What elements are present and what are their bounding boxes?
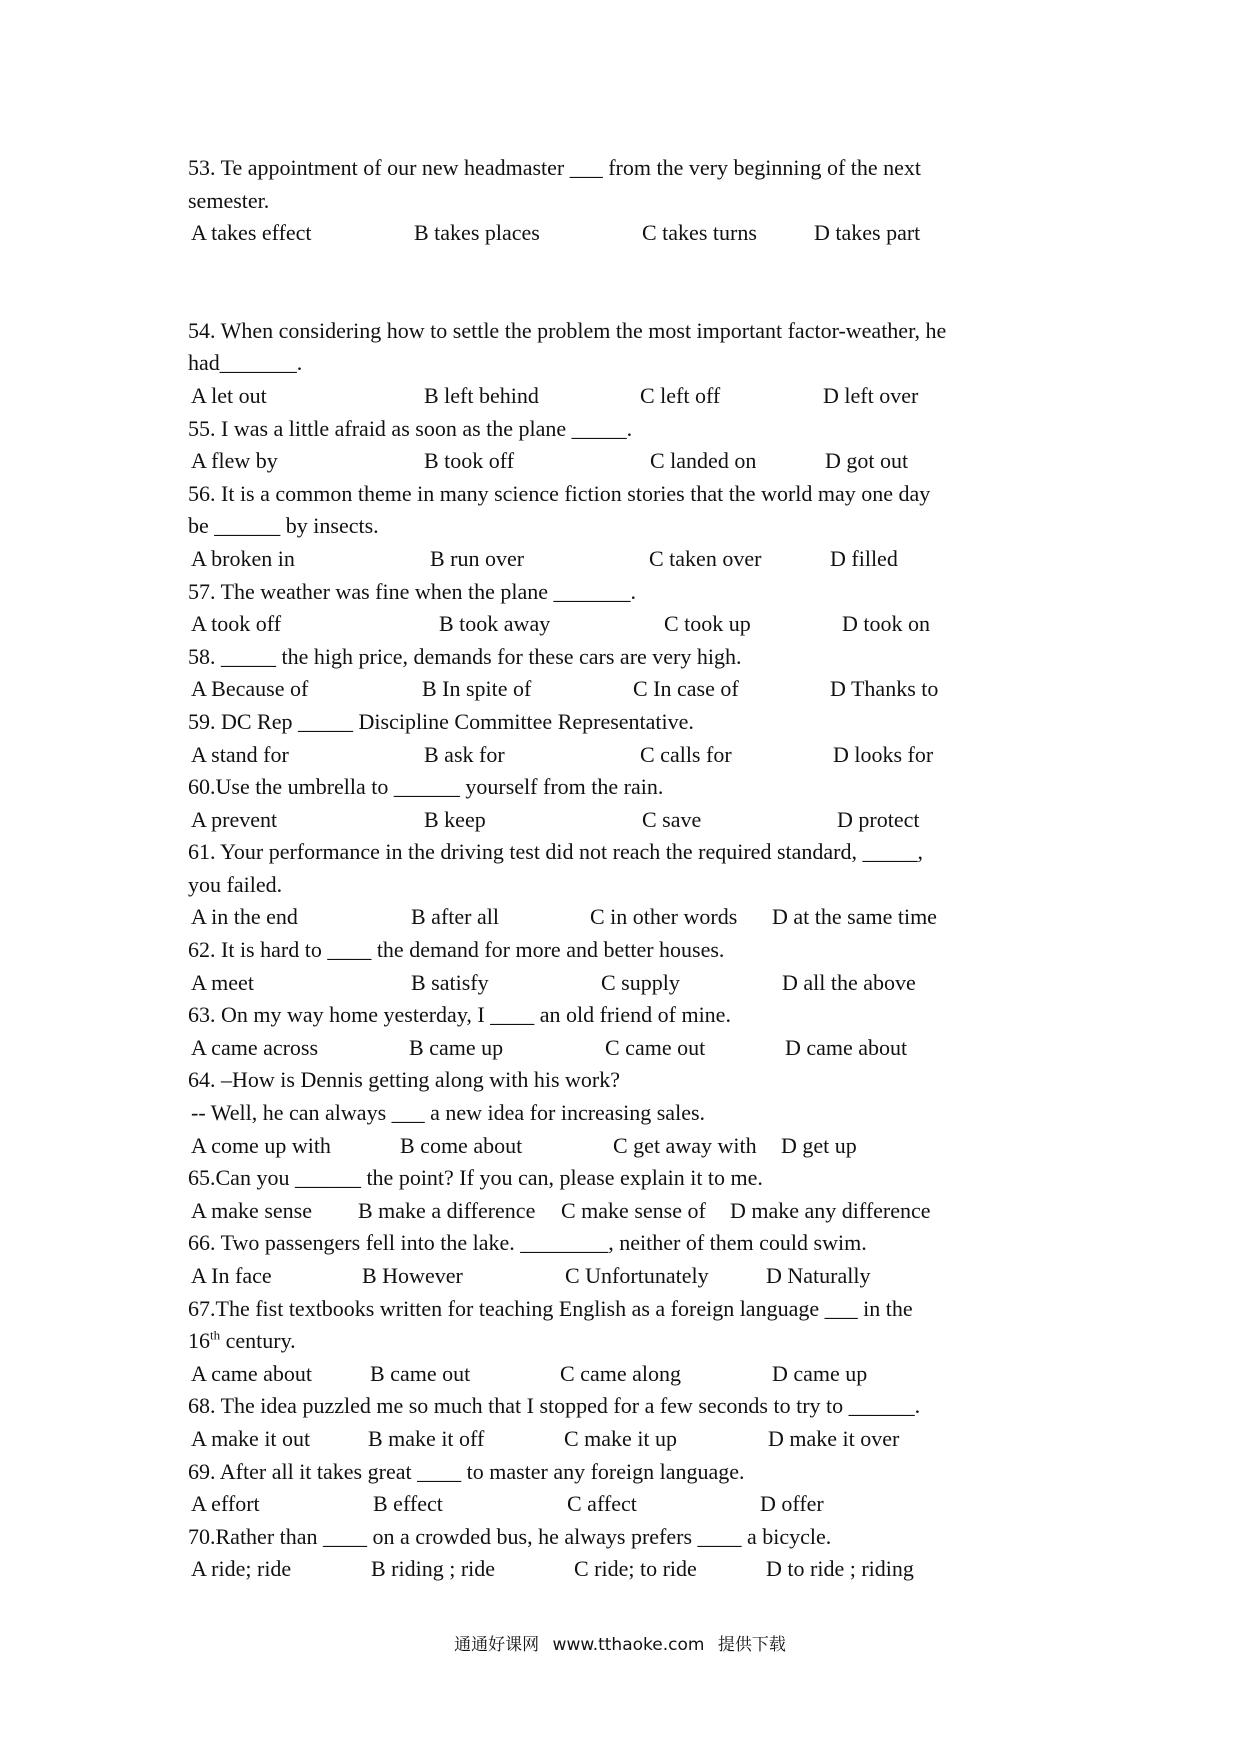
option-d: D at the same time <box>772 904 937 930</box>
option-d: D got out <box>825 448 909 474</box>
footer-note: 提供下载 <box>717 1635 786 1655</box>
question-62: 62. It is hard to ____ the demand for more and better houses. <box>188 937 725 963</box>
option-d: D filled <box>830 545 898 571</box>
question-58: 58. _____ the high price, demands for these cars are very high. <box>188 643 742 669</box>
footer-site-name: 通通好课网 <box>454 1635 540 1655</box>
option-c: C make sense of <box>561 1197 706 1223</box>
question-68: 68. The idea puzzled me so much that I stopped for a few seconds to try to ______. <box>188 1393 921 1419</box>
question-67-line2 <box>188 1325 1058 1358</box>
question-60-options <box>188 804 1058 837</box>
question-69-options <box>188 1488 1058 1521</box>
question-67-line1: 67.The fist textbooks written for teaching English as a foreign language ___ in the <box>188 1295 913 1321</box>
option-a: A In face <box>191 1263 272 1288</box>
page-footer <box>0 1630 1240 1655</box>
option-c: C make it up <box>564 1425 678 1451</box>
option-c: C left off <box>640 382 721 408</box>
option-a: A ride; ride <box>191 1556 292 1582</box>
question-61-options <box>188 901 1058 934</box>
question-61-line1: 61. Your performance in the driving test did not reach the required standard, _____, <box>188 839 923 865</box>
option-a: A took off <box>191 611 282 637</box>
question-64: 64. –How is Dennis getting along with his work? <box>188 1067 621 1093</box>
option-b: B takes places <box>414 220 540 246</box>
question-list <box>188 152 1058 1586</box>
option-c: C takes turns <box>642 220 757 246</box>
question-58-options <box>188 673 1058 706</box>
option-a: A broken in <box>191 545 295 571</box>
question-54-line2: had_______. <box>188 350 303 376</box>
ordinal-suffix: th <box>210 1327 221 1343</box>
option-d: D takes part <box>814 220 921 246</box>
option-a: A make it out <box>191 1425 311 1451</box>
option-c: C in other words <box>590 904 738 930</box>
option-d: D make it over <box>768 1425 900 1451</box>
question-65-options <box>188 1195 1058 1228</box>
question-63-options <box>188 1032 1058 1065</box>
option-d: D to ride ; riding <box>766 1556 914 1582</box>
vertical-gap <box>188 250 1058 315</box>
option-a: A stand for <box>191 741 289 767</box>
question-70: 70.Rather than ____ on a crowded bus, he always prefers ____ a bicycle. <box>188 1523 832 1549</box>
option-d: D protect <box>837 806 920 832</box>
footer-url: www.tthaoke.com <box>552 1635 705 1655</box>
question-64-reply: -- Well, he can always ___ a new idea for increasing sales. <box>191 1100 706 1126</box>
question-64-options <box>188 1130 1058 1163</box>
option-a: A meet <box>191 969 254 995</box>
option-d: D took on <box>842 611 930 637</box>
option-b: B make a difference <box>358 1197 536 1223</box>
question-54-line1: 54. When considering how to settle the problem the most important factor-weather, he <box>188 317 947 343</box>
option-d: D came about <box>785 1034 908 1060</box>
option-b: B came up <box>409 1034 504 1060</box>
option-a: A prevent <box>191 806 278 832</box>
option-a: A came about <box>191 1360 312 1386</box>
option-a: A Because of <box>191 676 309 702</box>
option-b: B riding ; ride <box>371 1556 496 1582</box>
option-d: D Thanks to <box>830 676 939 702</box>
question-66: 66. Two passengers fell into the lake. ________, neither of them could swim. <box>188 1230 867 1256</box>
option-b: B come about <box>400 1132 523 1158</box>
option-d: D make any difference <box>730 1197 931 1223</box>
option-b: B after all <box>411 904 499 930</box>
option-b: B took away <box>439 611 551 637</box>
option-b: B run over <box>430 545 525 571</box>
option-b: B satisfy <box>411 969 489 995</box>
question-53-options <box>188 217 1058 250</box>
question-59-options <box>188 739 1058 772</box>
question-62-options <box>188 967 1058 1000</box>
option-c: C affect <box>567 1491 637 1517</box>
question-56-options <box>188 543 1058 576</box>
option-a: A let out <box>191 382 267 408</box>
option-b: B In spite of <box>422 676 532 702</box>
option-d: D offer <box>760 1491 824 1517</box>
question-60: 60.Use the umbrella to ______ yourself from the rain. <box>188 774 664 800</box>
option-b: B effect <box>373 1491 443 1517</box>
question-55-options <box>188 445 1058 478</box>
option-d: D left over <box>823 382 919 408</box>
question-66-options <box>188 1260 1058 1293</box>
question-65: 65.Can you ______ the point? If you can, please explain it to me. <box>188 1165 763 1191</box>
question-61-line2: you failed. <box>188 871 283 897</box>
option-a: A takes effect <box>191 220 312 246</box>
question-67-options <box>188 1358 1058 1391</box>
option-c: C supply <box>601 969 680 995</box>
question-53-line2: semester. <box>188 187 270 213</box>
option-c: C calls for <box>640 741 732 767</box>
option-a: A in the end <box>191 904 298 930</box>
option-c: C get away with <box>613 1132 757 1158</box>
question-57: 57. The weather was fine when the plane _______. <box>188 578 637 604</box>
question-53-line1: 53. Te appointment of our new headmaster ___ from the very beginning of the next <box>188 155 922 180</box>
option-c: C taken over <box>649 545 762 571</box>
question-55: 55. I was a little afraid as soon as the plane _____. <box>188 415 633 441</box>
question-63: 63. On my way home yesterday, I ____ an old friend of mine. <box>188 1002 731 1028</box>
century-number: 16 <box>188 1328 210 1354</box>
century-word: century. <box>220 1328 296 1354</box>
question-56-line2: be ______ by insects. <box>188 513 379 539</box>
question-54-options <box>188 380 1058 413</box>
question-57-options <box>188 608 1058 641</box>
option-c: C landed on <box>650 448 757 474</box>
option-b: B ask for <box>424 741 505 767</box>
option-c: C came out <box>605 1034 706 1060</box>
option-a: A came across <box>191 1034 319 1060</box>
option-b: B make it off <box>368 1425 485 1451</box>
option-c: C In case of <box>633 676 739 702</box>
question-69: 69. After all it takes great ____ to master any foreign language. <box>188 1458 745 1484</box>
option-c: C ride; to ride <box>574 1556 697 1582</box>
option-c: C save <box>642 806 702 832</box>
option-a: A flew by <box>191 448 278 474</box>
option-d: D came up <box>772 1360 868 1386</box>
option-b: B took off <box>424 448 515 474</box>
option-a: A effort <box>191 1491 260 1517</box>
option-b: B came out <box>370 1360 471 1386</box>
option-a: A make sense <box>191 1197 312 1223</box>
question-70-options <box>188 1553 1058 1586</box>
option-d: D all the above <box>782 969 916 995</box>
option-b: B left behind <box>424 382 539 408</box>
option-a: A come up with <box>191 1132 331 1158</box>
question-68-options <box>188 1423 1058 1456</box>
option-b: B However <box>362 1263 463 1288</box>
option-c: C Unfortunately <box>565 1263 709 1288</box>
option-c: C came along <box>560 1360 681 1386</box>
option-b: B keep <box>424 806 486 832</box>
question-59: 59. DC Rep _____ Discipline Committee Representative. <box>188 708 694 734</box>
option-d: D get up <box>781 1132 857 1158</box>
question-56-line1: 56. It is a common theme in many science fiction stories that the world may one day <box>188 480 931 506</box>
option-d: D looks for <box>833 741 934 767</box>
option-c: C took up <box>664 611 751 637</box>
option-d: D Naturally <box>766 1263 871 1288</box>
